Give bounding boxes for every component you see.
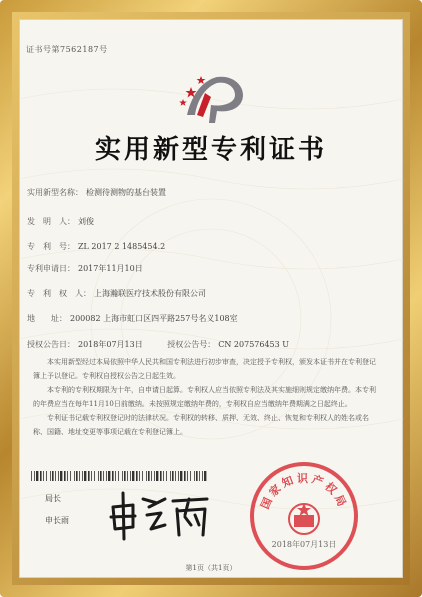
field-value: 上海瀚联医疗技术股份有限公司 bbox=[94, 289, 206, 298]
barcode bbox=[31, 471, 207, 481]
seal-date: 2018年07月13日 bbox=[271, 540, 337, 549]
field-label: 授权公告号： bbox=[167, 340, 216, 349]
field-filing-date bbox=[27, 263, 143, 274]
certificate-body-text bbox=[33, 355, 378, 439]
field-label: 专 利 权 人： bbox=[27, 289, 91, 298]
body-paragraph: 本专利的专利权期限为十年，自申请日起算。专利权人应当依照专利法及其实施细则规定缴纳年费。本专利的年费应当在每年11月10日前缴纳。未按照规定缴纳年费的，专利权自应当缴纳年费期满之日起终止。 bbox=[33, 386, 376, 408]
certificate-title: 实用新型专利证书 bbox=[94, 135, 327, 165]
patent-office-emblem-icon bbox=[177, 67, 251, 125]
field-label: 授权公告日： bbox=[27, 340, 75, 349]
field-value: ZL 2017 2 1485454.2 bbox=[78, 242, 166, 251]
field-label: 实用新型名称： bbox=[27, 188, 83, 197]
field-patentee bbox=[27, 288, 206, 299]
field-value: 2017年11月10日 bbox=[78, 264, 143, 273]
page-number: 第1页（共1页） bbox=[185, 564, 237, 572]
seal-text: 国家知识产权局 bbox=[258, 472, 350, 512]
field-label: 专利申请日： bbox=[27, 264, 75, 273]
certificate-number: 证书号第7562187号 bbox=[26, 45, 108, 54]
field-inventor bbox=[27, 216, 94, 227]
field-value: CN 207576453 U bbox=[218, 340, 290, 349]
body-paragraph: 专利证书记载专利权登记时的法律状况。专利权的转移、质押、无效、终止、恢复和专利权人的姓名或名称、国籍、地址变更等事项记载在专利登记簿上。 bbox=[33, 414, 369, 436]
official-seal bbox=[247, 459, 361, 573]
director-signature bbox=[103, 485, 215, 541]
body-paragraph: 本实用新型经过本局依照中华人民共和国专利法进行初步审查，决定授予专利权，颁发本证书并在专利登记簿上予以登记。专利权自授权公告之日起生效。 bbox=[33, 358, 376, 380]
field-address bbox=[27, 313, 238, 324]
director-name: 申长雨 bbox=[45, 516, 69, 525]
field-value: 刘俊 bbox=[78, 217, 94, 226]
field-label: 地 址： bbox=[27, 314, 67, 323]
field-label: 发 明 人： bbox=[27, 217, 75, 226]
field-announcement bbox=[27, 339, 289, 350]
field-value: 2018年07月13日 bbox=[78, 340, 143, 349]
field-patent-number bbox=[27, 241, 165, 252]
field-value: 200082 上海市虹口区四平路257号名义108室 bbox=[70, 314, 238, 323]
certificate-paper bbox=[19, 19, 403, 578]
field-label: 专 利 号： bbox=[27, 242, 75, 251]
field-utility-model-name bbox=[27, 187, 166, 198]
director-title: 局长 bbox=[45, 494, 61, 503]
field-value: 检测待测物的基台装置 bbox=[86, 188, 166, 197]
